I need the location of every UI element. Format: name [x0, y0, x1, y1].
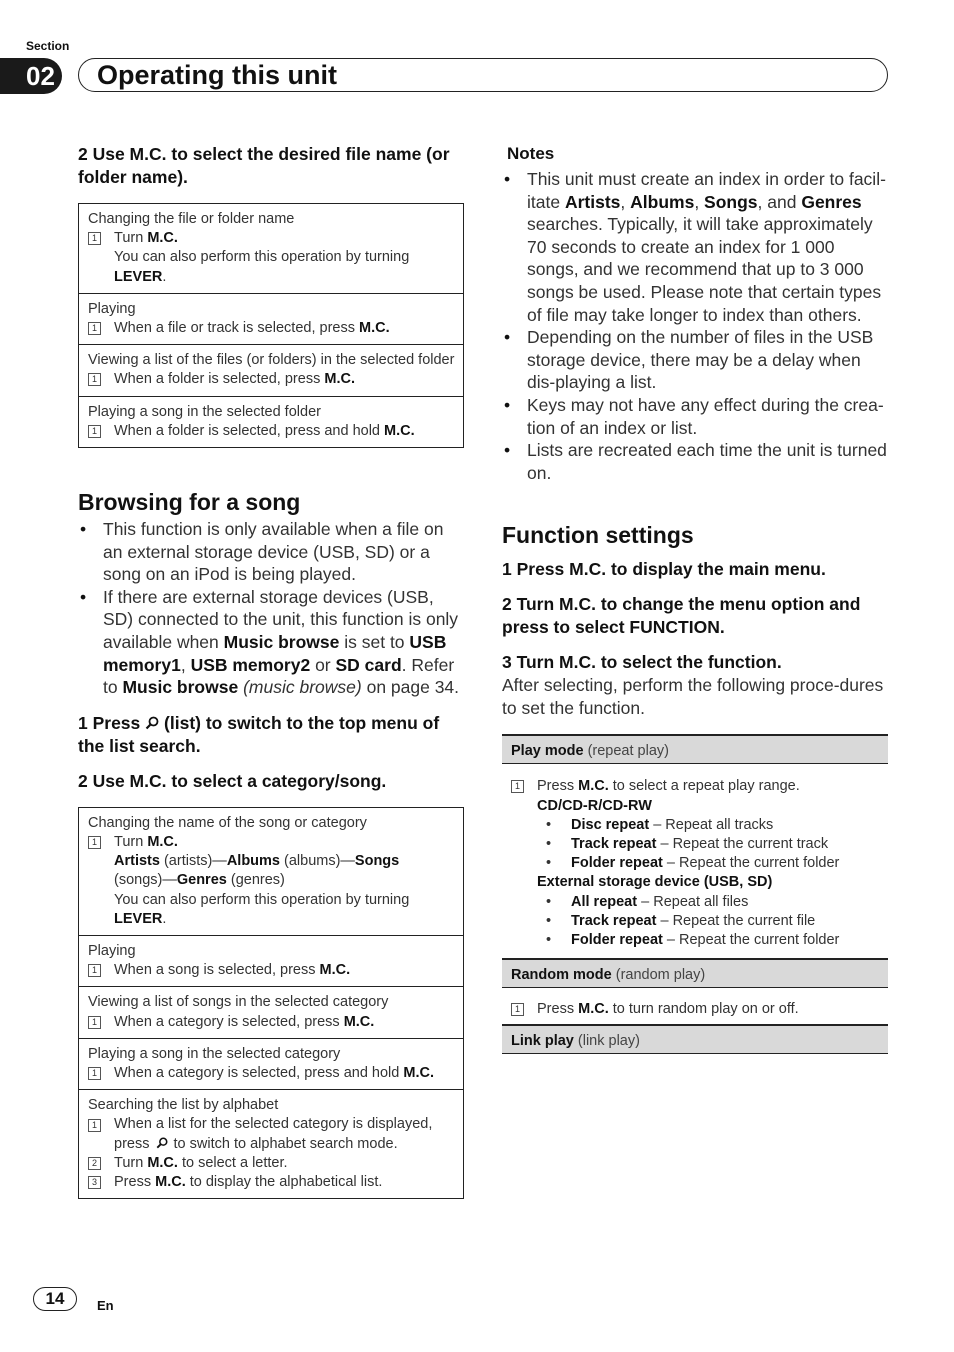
- browsing-bullets: [78, 518, 464, 699]
- random-mode-desc: (random play): [615, 967, 706, 984]
- play-mode-name: Play mode: [511, 743, 584, 760]
- list-item: • All repeat – Repeat all files: [546, 893, 749, 910]
- cd-label-text: CD/CD-R/CD-RW: [537, 797, 652, 814]
- list-item: • Keys may not have any effect during the crea-tion of an index or list.: [502, 394, 888, 439]
- fs-step-1: 1 Press M.C. to display the main menu.: [502, 559, 826, 580]
- row-heading: Playing a song in the selected category: [88, 1045, 341, 1062]
- step-number-icon: 1: [88, 373, 101, 386]
- item-name: All repeat: [571, 893, 638, 910]
- artists-paren: (artists)—: [163, 853, 227, 870]
- row-heading: Changing the file or folder name: [88, 211, 295, 227]
- row-heading: Searching the list by alphabet: [88, 1097, 279, 1114]
- search-icon: [145, 716, 159, 730]
- link-play-desc: (link play): [577, 1033, 640, 1050]
- step-number-icon: 2: [88, 1157, 101, 1170]
- step-number-icon: 1: [88, 836, 101, 849]
- row-step: [88, 1115, 455, 1153]
- step-text: to select a repeat play range.: [612, 778, 800, 795]
- row-step: 1 Turn M.C.: [88, 229, 455, 248]
- step-number-icon: 1: [88, 1119, 101, 1132]
- category-operations-table: [78, 807, 464, 1199]
- table-row: [79, 204, 463, 293]
- table-row: [79, 293, 463, 344]
- list-item: • If there are external storage devices (USB, SD) connected to the unit, this function is only available when Music browse is set to USB memory1, USB memory2 or SD card. Refer to Music browse (music browse) on page 34.: [78, 586, 464, 699]
- item-desc: – Repeat all files: [641, 893, 749, 910]
- mc-label: M.C.: [578, 1001, 609, 1018]
- play-mode-desc: (repeat play): [587, 743, 669, 760]
- ext-label-text: External storage device (USB, SD): [537, 874, 773, 891]
- albums-paren: (albums)—: [284, 853, 355, 870]
- row-note: You can also perform this operation by turning LEVER.: [114, 249, 410, 285]
- step-number-icon: 1: [88, 322, 101, 335]
- play-mode-header: [502, 734, 888, 764]
- function-settings-heading: Function settings: [502, 522, 694, 549]
- random-mode-name: Random mode: [511, 967, 612, 984]
- step-text: When a category is selected, press: [114, 1013, 340, 1030]
- list-item: • Folder repeat – Repeat the current folder: [546, 931, 840, 948]
- browsing-heading: Browsing for a song: [78, 489, 301, 516]
- row-heading: Viewing a list of songs in the selected category: [88, 994, 389, 1011]
- row-heading: Viewing a list of the files (or folders) in the selected folder: [88, 352, 455, 369]
- step-text: When a song is selected, press: [114, 962, 316, 979]
- list-item: • Track repeat – Repeat the current track: [546, 835, 829, 852]
- step-text: to select a letter.: [181, 1154, 288, 1171]
- item-desc: – Repeat all tracks: [653, 816, 774, 833]
- step-1-press-text: 1 Press: [78, 712, 141, 733]
- table-row: [79, 935, 463, 986]
- page-title: Operating this unit: [97, 60, 337, 90]
- step-text: When a category is selected, press and hold: [114, 1065, 400, 1082]
- play-mode-body: [502, 764, 888, 956]
- item-name: Track repeat: [571, 835, 657, 852]
- fs-step-3: 3 Turn M.C. to select the function.: [502, 652, 782, 673]
- item-name: Disc repeat: [571, 816, 650, 833]
- left-column: [78, 143, 464, 1199]
- step-text: to display the alphabetical list.: [189, 1174, 383, 1191]
- list-item: • This unit must create an index in order to facil-itate Artists, Albums, Songs, and Genres searches. Typically, it will take approximately 70 seconds to create an index for 1 000 songs, and we recommend that up to 3 000 songs be used. Please note that certain types of file may take longer to index than others.: [502, 168, 888, 326]
- row-heading: Changing the name of the song or category: [88, 814, 367, 831]
- artists-label: Artists: [114, 853, 160, 870]
- step-text: to switch to alphabet search mode.: [173, 1135, 398, 1152]
- step-2-select-category: 2 Use M.C. to select a category/song.: [78, 770, 387, 791]
- step-number-icon: 1: [88, 232, 101, 245]
- table-row: [79, 1089, 463, 1198]
- step-text: Press: [537, 1001, 575, 1018]
- link-play-header: [502, 1024, 888, 1054]
- item-name: Folder repeat: [571, 855, 663, 872]
- table-row: [79, 1038, 463, 1089]
- row-step: 1 When a song is selected, press M.C.: [88, 961, 455, 980]
- step-text: Press: [537, 778, 575, 795]
- item-name: Folder repeat: [571, 931, 663, 948]
- item-desc: – Repeat the current folder: [666, 855, 840, 872]
- mc-label: M.C.: [147, 833, 178, 850]
- row-step: [88, 833, 455, 852]
- search-icon: [156, 1137, 168, 1149]
- row-step: 1 When a folder is selected, press and hold M.C.: [88, 422, 455, 441]
- step-text: Press: [114, 1174, 152, 1191]
- random-mode-header: [502, 958, 888, 988]
- function-table: [502, 734, 888, 1054]
- songs-label: Songs: [354, 853, 400, 870]
- table-row: [79, 344, 463, 395]
- chapter-title-box: [78, 58, 888, 92]
- row-step: 1 When a folder is selected, press M.C.: [88, 370, 455, 389]
- step-1-press-list: [78, 712, 464, 758]
- songs-paren: (songs)—: [114, 872, 177, 889]
- file-operations-table: [78, 203, 464, 448]
- list-item: • Folder repeat – Repeat the current folder: [546, 855, 840, 872]
- step-2-select-file: 2 Use M.C. to select the desired file name (or folder name).: [78, 144, 450, 187]
- row-note: You can also perform this operation by turning LEVER.: [114, 891, 410, 927]
- item-desc: – Repeat the current folder: [666, 931, 840, 948]
- list-item: • Track repeat – Repeat the current file: [546, 912, 816, 929]
- step-number-icon: 1: [88, 1016, 101, 1029]
- section-number-badge: 02: [0, 58, 62, 94]
- row-step: [511, 777, 879, 796]
- row-step: 1 When a category is selected, press and hold M.C.: [88, 1064, 455, 1083]
- item-desc: – Repeat the current file: [660, 912, 816, 929]
- random-mode-body: [502, 988, 888, 1024]
- step-text: Turn: [114, 1154, 144, 1171]
- step-number-icon: 1: [511, 780, 524, 793]
- item-name: Track repeat: [571, 912, 657, 929]
- cd-label: [511, 797, 879, 816]
- ext-label: [511, 873, 879, 892]
- list-item: • This function is only available when a file on an external storage device (USB, SD) or a song on an iPod is being played.: [78, 518, 464, 586]
- genres-paren: (genres): [230, 872, 285, 889]
- table-row: [79, 396, 463, 447]
- row-heading: Playing: [88, 300, 136, 317]
- step-number-icon: 1: [511, 1003, 524, 1016]
- language-label: En: [97, 1298, 114, 1313]
- item-desc: – Repeat the current track: [660, 835, 829, 852]
- table-row: [79, 986, 463, 1037]
- row-heading: Playing a song in the selected folder: [88, 403, 321, 420]
- list-item: • Depending on the number of files in the USB storage device, there may be a delay when dis-playing a list.: [502, 326, 888, 394]
- row-step: [511, 1000, 879, 1019]
- page-number: 14: [33, 1287, 77, 1311]
- row-heading: Playing: [88, 943, 136, 959]
- row-step: 1 When a file or track is selected, press M.C.: [88, 319, 455, 338]
- step-1-rest-text: (list) to switch to the top menu of the list search.: [78, 712, 440, 756]
- list-item: • Lists are recreated each time the unit is turned on.: [502, 439, 888, 484]
- row-step: 1 When a category is selected, press M.C.: [88, 1013, 455, 1032]
- lever-label: LEVER: [114, 910, 163, 927]
- step-number-icon: 3: [88, 1176, 101, 1189]
- mc-label: M.C.: [578, 778, 609, 795]
- list-item: • Disc repeat – Repeat all tracks: [546, 816, 774, 833]
- step-text: to turn random play on or off.: [612, 1001, 799, 1018]
- fs-step-2: 2 Turn M.C. to change the menu option and press to select FUNCTION.: [502, 594, 861, 638]
- link-play-name: Link play: [511, 1033, 574, 1050]
- turn-text: Turn: [114, 833, 144, 850]
- step-number-icon: 1: [88, 1067, 101, 1080]
- right-column: [502, 143, 888, 1054]
- step-text: When a list for the selected category is displayed, press: [114, 1116, 433, 1152]
- step-number-icon: 1: [88, 425, 101, 438]
- notes-list: [502, 168, 888, 484]
- row-step: 3 Press M.C. to display the alphabetical list.: [88, 1173, 455, 1192]
- genres-label: Genres: [176, 872, 227, 889]
- notes-heading: Notes: [507, 144, 555, 163]
- row-note: [88, 852, 455, 890]
- row-step: 2 Turn M.C. to select a letter.: [88, 1154, 455, 1173]
- table-row: [79, 808, 463, 935]
- section-label: Section: [26, 39, 70, 53]
- step-number-icon: 1: [88, 964, 101, 977]
- fs-step-3-body: After selecting, perform the following proce-dures to set the function.: [502, 675, 884, 718]
- albums-label: Albums: [226, 853, 280, 870]
- lever-note: You can also perform this operation by turning: [114, 891, 410, 908]
